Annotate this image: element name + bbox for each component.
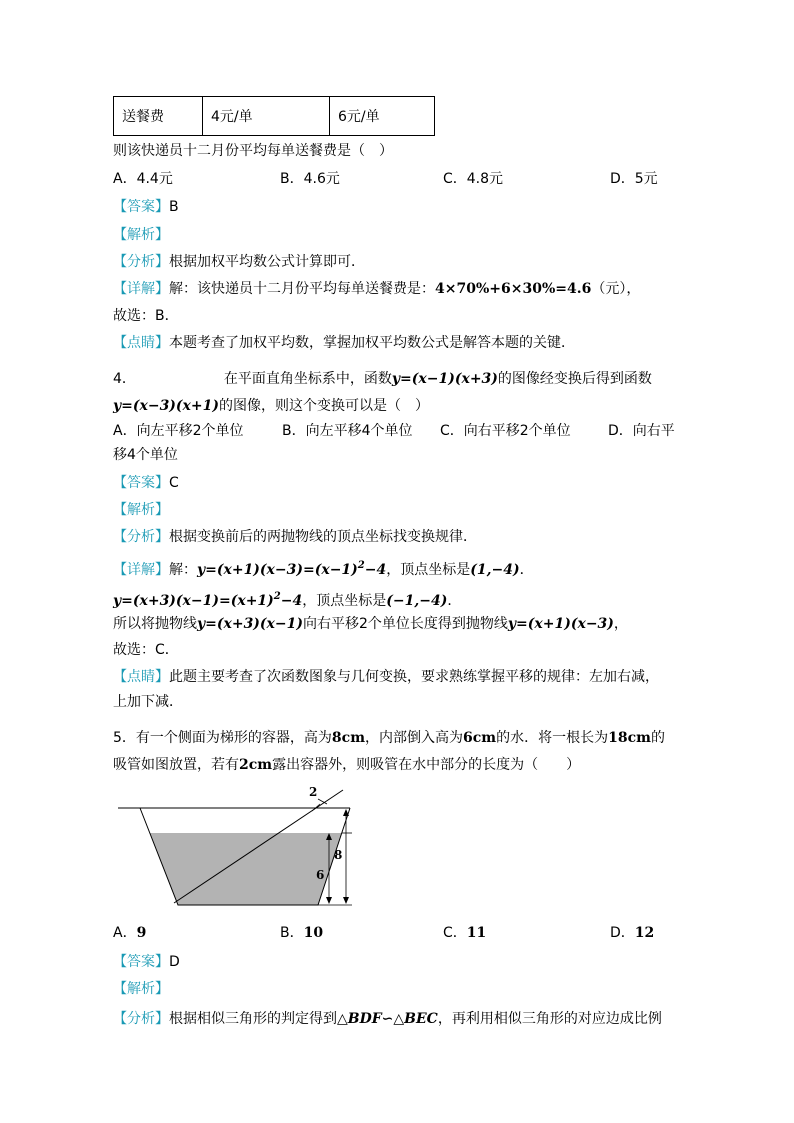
dim-6-arrow-bottom [326,897,332,904]
q5-answer-line [113,951,180,973]
q4-d2-vertex: (−1,−4) [386,593,448,609]
answer-label: 【答案】 [113,475,169,491]
q3-analysis-line [113,224,169,246]
analysis-label: 【解析】 [113,981,169,997]
q3-option-a: A．4.4元 [113,171,173,187]
q4-d1-solve: 解： [169,562,197,578]
q3-fenxi-line [113,251,365,273]
q3-options-row [113,168,658,190]
q3-answer-value: B [169,199,179,215]
q4-d3-text-1: 所以将抛物线 [113,616,197,632]
q4-d3-comma: ， [613,616,628,632]
q4-detail-line-2 [113,586,461,612]
q4-d1-period: ． [519,562,534,578]
q5-option-c [443,922,610,944]
q5-fenxi-math: △BDF∽△BEC [337,1011,438,1027]
q5-option-d-value: 12 [634,925,655,941]
q4-options-row [113,420,675,442]
q5-option-a-letter: A． [113,925,137,941]
q4-d2-math-2: −4 [280,593,303,609]
q3-dianjing-line [113,332,575,354]
q5-fenxi-text-1: 根据相似三角形的判定得到 [169,1011,337,1027]
q3-dianjing-text: 本题考查了加权平均数，掌握加权平均数公式是解答本题的关键． [169,335,575,351]
q4-answer-value: C [169,475,179,491]
q3-detail-math: 4×70%+6×30%=4.6 [435,281,592,297]
q4-text-1: 在平面直角坐标系中，函数 [223,371,392,387]
q4-text-3: 的图像，则这个变换可以是（ ） [219,398,429,414]
q4-d1-text: ，顶点坐标是 [386,562,471,578]
q5-option-a [113,922,280,944]
q4-detail-line-1 [113,555,534,581]
table-cell-fee-6: 6元/单 [329,96,435,136]
q5-options-row [113,922,654,944]
q4-d2-period: ． [447,593,462,609]
q3-question-tail: 则该快递员十二月份平均每单送餐费是（ ） [113,143,393,159]
analysis-label: 【解析】 [113,502,169,518]
q4-d2-math-1: y=(x+3)(x−1)=(x+1) [113,593,274,609]
q4-number: 4． [113,371,136,387]
q5-math-2cm: 2cm [239,757,273,773]
q5-answer-value: D [169,954,180,970]
q4-answer-line [113,472,179,494]
q5-fenxi-line [113,1008,662,1030]
q5-text-4: 的 [650,730,665,746]
q4-d1-math-2: −4 [364,562,387,578]
q4-fenxi-text: 根据变换前后的两抛物线的顶点坐标找变换规律． [169,529,477,545]
dianjing-label: 【点睛】 [113,669,169,685]
container-figure [108,783,378,918]
q4-dianjing-line-1 [113,666,659,688]
water-fill [150,833,342,905]
q5-text-6: 露出容器外，则吸管在水中部分的长度为（ ） [272,757,581,773]
q5-text-1: 5．有一个侧面为梯形的容器，高为 [113,730,332,746]
q4-math-2: y=(x−3)(x+1) [113,398,219,414]
answer-label: 【答案】 [113,199,169,215]
exposed-length-label: 2 [309,785,318,799]
q3-option-b: B．4.6元 [280,171,340,187]
dim-8-arrow-bottom [343,897,349,904]
q5-option-c-value: 11 [466,925,487,941]
q5-option-b-value: 10 [303,925,324,941]
q3-answer-line [113,196,179,218]
q4-option-a: A．向左平移2个单位 [113,423,244,439]
q4-d1-vertex: (1,−4) [470,562,520,578]
q3-option-d: D．5元 [610,171,658,187]
delivery-fee-table [113,96,435,136]
table-cell-fee-4: 4元/单 [202,96,330,136]
q3-detail-text-2: （元）， [591,281,641,297]
analysis-label: 【解析】 [113,227,169,243]
detail-label: 【详解】 [113,562,169,578]
dianjing-label: 【点睛】 [113,335,169,351]
q5-option-d [610,922,654,944]
q5-fenxi-text-2: ，再利用相似三角形的对应边成比例 [437,1011,662,1027]
q5-option-b-letter: B． [280,925,304,941]
q4-question-line-1 [113,368,652,390]
q4-dianjing-text-1: 此题主要考查了次函数图象与几何变换，要求熟练掌握平移的规律：左加右减， [169,669,659,685]
table-cell-fee-label: 送餐费 [113,96,203,136]
q5-text-3: 的水．将一根长为 [496,730,609,746]
q3-detail-text-1: 解：该快递员十二月份平均每单送餐费是： [169,281,435,297]
q4-option-b: B．向左平移4个单位 [282,423,413,439]
q5-analysis-line [113,978,169,1000]
q5-math-18cm: 18cm [608,730,651,746]
q4-fenxi-line [113,526,477,548]
q4-d3-text-2: 向右平移2个单位长度得到抛物线 [303,616,508,632]
fenxi-label: 【分析】 [113,1011,169,1027]
q5-option-a-value: 9 [136,925,147,941]
q4-math-1: y=(x−1)(x+3) [391,371,498,387]
q4-option-d-wrap: 移4个单位 [113,447,178,463]
answer-label: 【答案】 [113,954,169,970]
q4-option-d: D．向右平 [608,423,675,439]
q3-detail-line [113,278,640,300]
q5-option-d-letter: D． [610,925,635,941]
q4-d3-math-2: y=(x+1)(x−3) [507,616,614,632]
q4-question-line-2 [113,395,429,417]
detail-label: 【详解】 [113,281,169,297]
q4-d2-superscript: 2 [273,591,281,602]
container-height-label: 8 [334,848,343,862]
q5-question-line-1 [113,727,665,749]
q3-fenxi-text: 根据加权平均数公式计算即可． [169,254,365,270]
q4-d1-superscript: 2 [357,560,365,571]
q4-dianjing-line-2: 上加下减． [113,694,183,710]
q4-d2-text: ，顶点坐标是 [302,593,387,609]
q5-math-6cm: 6cm [463,730,497,746]
q5-math-8cm: 8cm [331,730,366,746]
q5-text-5: 吸管如图放置，若有 [113,757,239,773]
q4-option-c: C．向右平移2个单位 [440,423,571,439]
q4-d1-math-1: y=(x+1)(x−3)=(x−1) [197,562,358,578]
q4-d3-math-1: y=(x+3)(x−1) [197,616,303,632]
q5-text-2: ，内部倒入高为 [365,730,464,746]
fenxi-label: 【分析】 [113,254,169,270]
q4-analysis-line [113,499,169,521]
q5-question-line-2 [113,754,580,776]
q3-guxuan-line: 故选：B． [113,308,179,324]
fenxi-label: 【分析】 [113,529,169,545]
q5-option-b [280,922,443,944]
q4-text-2: 的图像经变换后得到函数 [497,371,652,387]
q5-option-c-letter: C． [443,925,467,941]
q4-guxuan-line: 故选：C． [113,642,179,658]
q3-option-c: C．4.8元 [443,171,504,187]
water-height-label: 6 [316,868,325,882]
q4-detail-line-3 [113,613,628,635]
